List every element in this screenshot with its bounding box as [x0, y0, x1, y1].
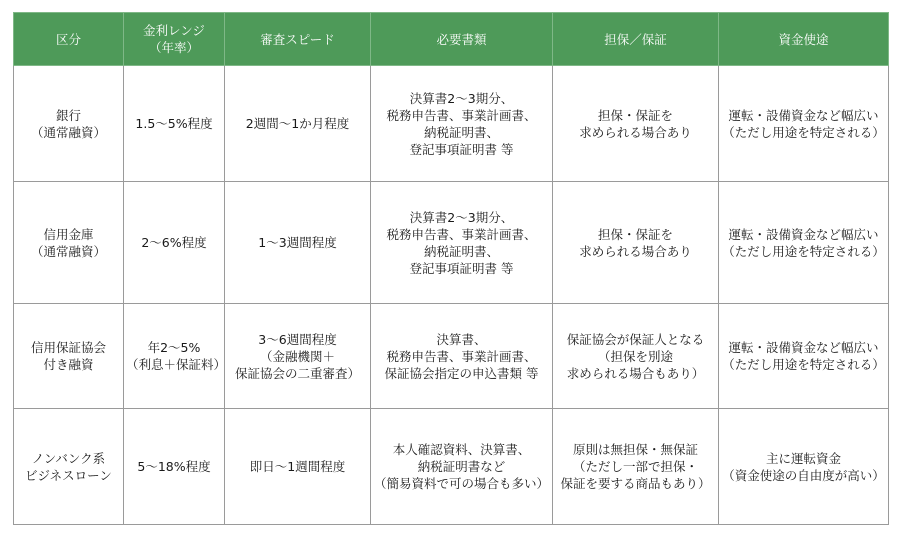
cell-fund-usage: 運転・設備資金など幅広い （ただし用途を特定される）: [719, 66, 889, 182]
cell-review-speed: 1〜3週間程度: [225, 182, 371, 304]
cell-interest-range: 1.5〜5%程度: [124, 66, 225, 182]
cell-category: 信用金庫 （通常融資）: [14, 182, 124, 304]
cell-fund-usage: 主に運転資金 （資金使途の自由度が高い）: [719, 409, 889, 525]
cell-fund-usage: 運転・設備資金など幅広い （ただし用途を特定される）: [719, 304, 889, 409]
header-review-speed: 審査スピード: [225, 13, 371, 66]
cell-review-speed: 2週間〜1か月程度: [225, 66, 371, 182]
table-body: [14, 66, 889, 525]
cell-required-documents: 本人確認資料、決算書、 納税証明書など （簡易資料で可の場合も多い）: [371, 409, 553, 525]
table-header: [14, 13, 889, 66]
cell-collateral-guarantee: 原則は無担保・無保証 （ただし一部で担保・ 保証を要する商品もあり）: [553, 409, 719, 525]
cell-category: ノンバンク系 ビジネスローン: [14, 409, 124, 525]
header-required-documents: 必要書類: [371, 13, 553, 66]
cell-interest-range: 年2〜5% （利息＋保証料）: [124, 304, 225, 409]
cell-category: 信用保証協会 付き融資: [14, 304, 124, 409]
header-interest-range: 金利レンジ （年率）: [124, 13, 225, 66]
table-row: [14, 182, 889, 304]
header-fund-usage: 資金使途: [719, 13, 889, 66]
cell-category: 銀行 （通常融資）: [14, 66, 124, 182]
header-row: [14, 13, 889, 66]
cell-required-documents: 決算書、 税務申告書、事業計画書、 保証協会指定の申込書類 等: [371, 304, 553, 409]
cell-collateral-guarantee: 保証協会が保証人となる （担保を別途 求められる場合もあり）: [553, 304, 719, 409]
table-row: [14, 409, 889, 525]
cell-interest-range: 5〜18%程度: [124, 409, 225, 525]
cell-required-documents: 決算書2〜3期分、 税務申告書、事業計画書、 納税証明書、 登記事項証明書 等: [371, 66, 553, 182]
cell-review-speed: 即日〜1週間程度: [225, 409, 371, 525]
cell-required-documents: 決算書2〜3期分、 税務申告書、事業計画書、 納税証明書、 登記事項証明書 等: [371, 182, 553, 304]
cell-interest-range: 2〜6%程度: [124, 182, 225, 304]
header-collateral-guarantee: 担保／保証: [553, 13, 719, 66]
header-category: 区分: [14, 13, 124, 66]
comparison-table-container: [13, 12, 889, 525]
cell-review-speed: 3〜6週間程度 （金融機関＋ 保証協会の二重審査）: [225, 304, 371, 409]
table-row: [14, 304, 889, 409]
table-row: [14, 66, 889, 182]
loan-comparison-table: [13, 12, 889, 525]
cell-collateral-guarantee: 担保・保証を 求められる場合あり: [553, 66, 719, 182]
cell-collateral-guarantee: 担保・保証を 求められる場合あり: [553, 182, 719, 304]
cell-fund-usage: 運転・設備資金など幅広い （ただし用途を特定される）: [719, 182, 889, 304]
